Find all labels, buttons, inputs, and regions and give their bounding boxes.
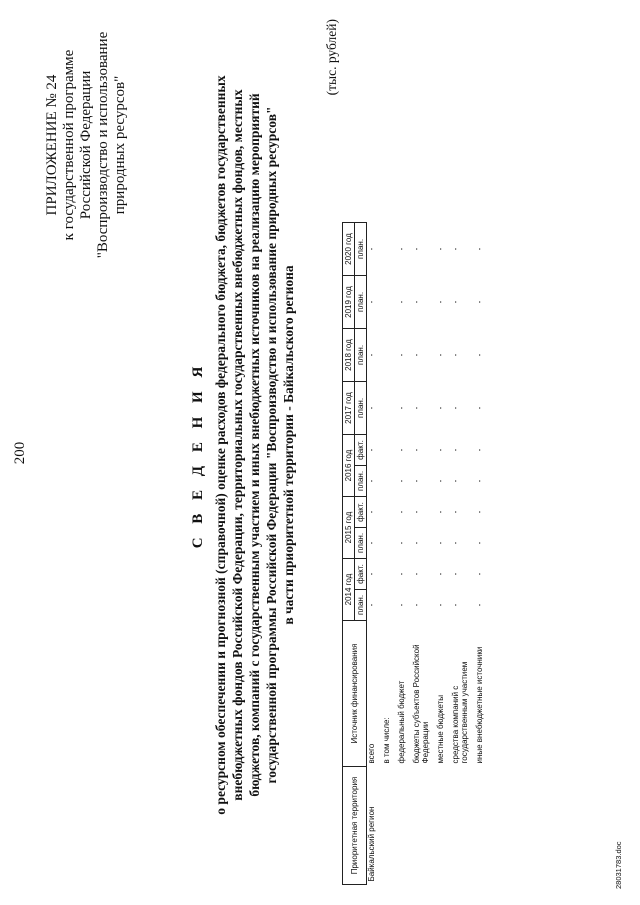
value-cell: - (475, 479, 484, 483)
value-cell: - (451, 510, 460, 514)
value-cell: - (475, 247, 484, 251)
header-plan: план. (355, 528, 367, 559)
heading-line: государственной программы Российской Федерации "Воспроизводство и использование природных ресурсов" (264, 106, 279, 784)
value-cell: - (367, 448, 376, 452)
source-cell: иные внебюджетные источники (475, 646, 484, 764)
appendix-line: к государственной программе (61, 49, 77, 241)
value-cell: - (412, 572, 421, 576)
page-number: 200 (12, 441, 28, 465)
document-title: С В Е Д Е Н И Я (190, 361, 206, 549)
value-cell: - (367, 541, 376, 545)
value-cell: - (412, 603, 421, 607)
value-cell: - (436, 300, 445, 304)
value-cell: - (475, 572, 484, 576)
value-cell: - (412, 479, 421, 483)
appendix-header (44, 25, 129, 265)
value-cell: - (475, 510, 484, 514)
table-row (367, 223, 383, 885)
value-cell: - (412, 300, 421, 304)
header-fact: факт. (355, 435, 367, 466)
value-cell: - (451, 572, 460, 576)
table-row (475, 223, 490, 885)
header-plan: план. (355, 466, 367, 497)
appendix-line: "Воспроизводство и использование (95, 31, 111, 259)
value-cell: - (436, 510, 445, 514)
value-cell: - (475, 353, 484, 357)
value-cell: - (367, 479, 376, 483)
heading-line: о ресурсном обеспечении и прогнозной (справочной) оценке расходов федерального бюджета, бюджетов государственных (213, 75, 228, 815)
value-cell: - (397, 300, 406, 304)
appendix-line: природных ресурсов" (112, 75, 128, 215)
heading-line: бюджетов, компаний с государственным участием и иных внебюджетных источников на реализацию мероприятий (247, 93, 262, 797)
financing-table (342, 222, 490, 885)
header-year-2016: 2016 год (343, 435, 355, 497)
value-cell: - (397, 353, 406, 357)
heading-line: внебюджетных фондов Российской Федерации, территориальных государственных внебюджетных фондов, местных (230, 89, 245, 801)
value-cell: - (436, 406, 445, 410)
value-cell: - (451, 603, 460, 607)
source-cell: местные бюджеты (436, 695, 445, 764)
header-plan: план. (355, 276, 367, 329)
header-year-2020: 2020 год (343, 223, 355, 276)
value-cell: - (397, 479, 406, 483)
value-cell: - (451, 300, 460, 304)
value-cell: - (367, 353, 376, 357)
value-cell: - (412, 247, 421, 251)
value-cell: - (412, 406, 421, 410)
value-cell: - (475, 406, 484, 410)
value-cell: - (436, 247, 445, 251)
header-source: Источник финансирования (343, 621, 367, 767)
value-cell: - (436, 572, 445, 576)
value-cell: - (475, 603, 484, 607)
value-cell: - (367, 300, 376, 304)
table-row (451, 223, 475, 885)
value-cell: - (367, 406, 376, 410)
header-plan: план. (355, 329, 367, 382)
value-cell: - (367, 572, 376, 576)
source-cell: всего (367, 743, 376, 764)
header-plan: план. (355, 590, 367, 621)
territory-cell: Байкальский регион (367, 806, 376, 882)
value-cell: - (397, 603, 406, 607)
document-heading (212, 65, 297, 825)
value-cell: - (475, 300, 484, 304)
header-year-2018: 2018 год (343, 329, 355, 382)
value-cell: - (367, 603, 376, 607)
value-cell: - (367, 247, 376, 251)
heading-line: в части приоритетной территории - Байкальского региона (281, 265, 296, 625)
value-cell: - (412, 541, 421, 545)
table-row (397, 223, 412, 885)
value-cell: - (412, 353, 421, 357)
table-row (412, 223, 436, 885)
value-cell: - (436, 448, 445, 452)
appendix-line: ПРИЛОЖЕНИЕ № 24 (44, 74, 60, 216)
appendix-line: Российской Федерации (78, 70, 94, 220)
header-year-2015: 2015 год (343, 497, 355, 559)
value-cell: - (436, 603, 445, 607)
value-cell: - (451, 479, 460, 483)
value-cell: - (436, 353, 445, 357)
header-plan: план. (355, 223, 367, 276)
value-cell: - (397, 247, 406, 251)
header-fact: факт. (355, 497, 367, 528)
header-plan: план. (355, 382, 367, 435)
value-cell: - (451, 448, 460, 452)
source-cell: федеральный бюджет (397, 680, 406, 764)
header-year-2019: 2019 год (343, 276, 355, 329)
source-cell: в том числе: (382, 717, 391, 764)
header-territory: Приоритетная территория (343, 767, 367, 885)
source-cell: бюджеты субъектов Российской Федерации (412, 644, 430, 764)
units-label: (тыс. рублей) (324, 19, 339, 96)
header-year-2014: 2014 год (343, 559, 355, 621)
value-cell: - (367, 510, 376, 514)
value-cell: - (397, 572, 406, 576)
value-cell: - (451, 353, 460, 357)
value-cell: - (451, 406, 460, 410)
header-fact: факт. (355, 559, 367, 590)
value-cell: - (451, 247, 460, 251)
value-cell: - (475, 541, 484, 545)
file-name: 28031783.doc (614, 841, 623, 889)
value-cell: - (451, 541, 460, 545)
value-cell: - (397, 406, 406, 410)
value-cell: - (397, 448, 406, 452)
value-cell: - (412, 448, 421, 452)
value-cell: - (436, 541, 445, 545)
table-row (382, 223, 397, 885)
source-cell: средства компаний с государственным участием (451, 661, 469, 764)
value-cell: - (475, 448, 484, 452)
value-cell: - (436, 479, 445, 483)
value-cell: - (412, 510, 421, 514)
value-cell: - (397, 541, 406, 545)
header-year-2017: 2017 год (343, 382, 355, 435)
value-cell: - (397, 510, 406, 514)
table-row (436, 223, 451, 885)
